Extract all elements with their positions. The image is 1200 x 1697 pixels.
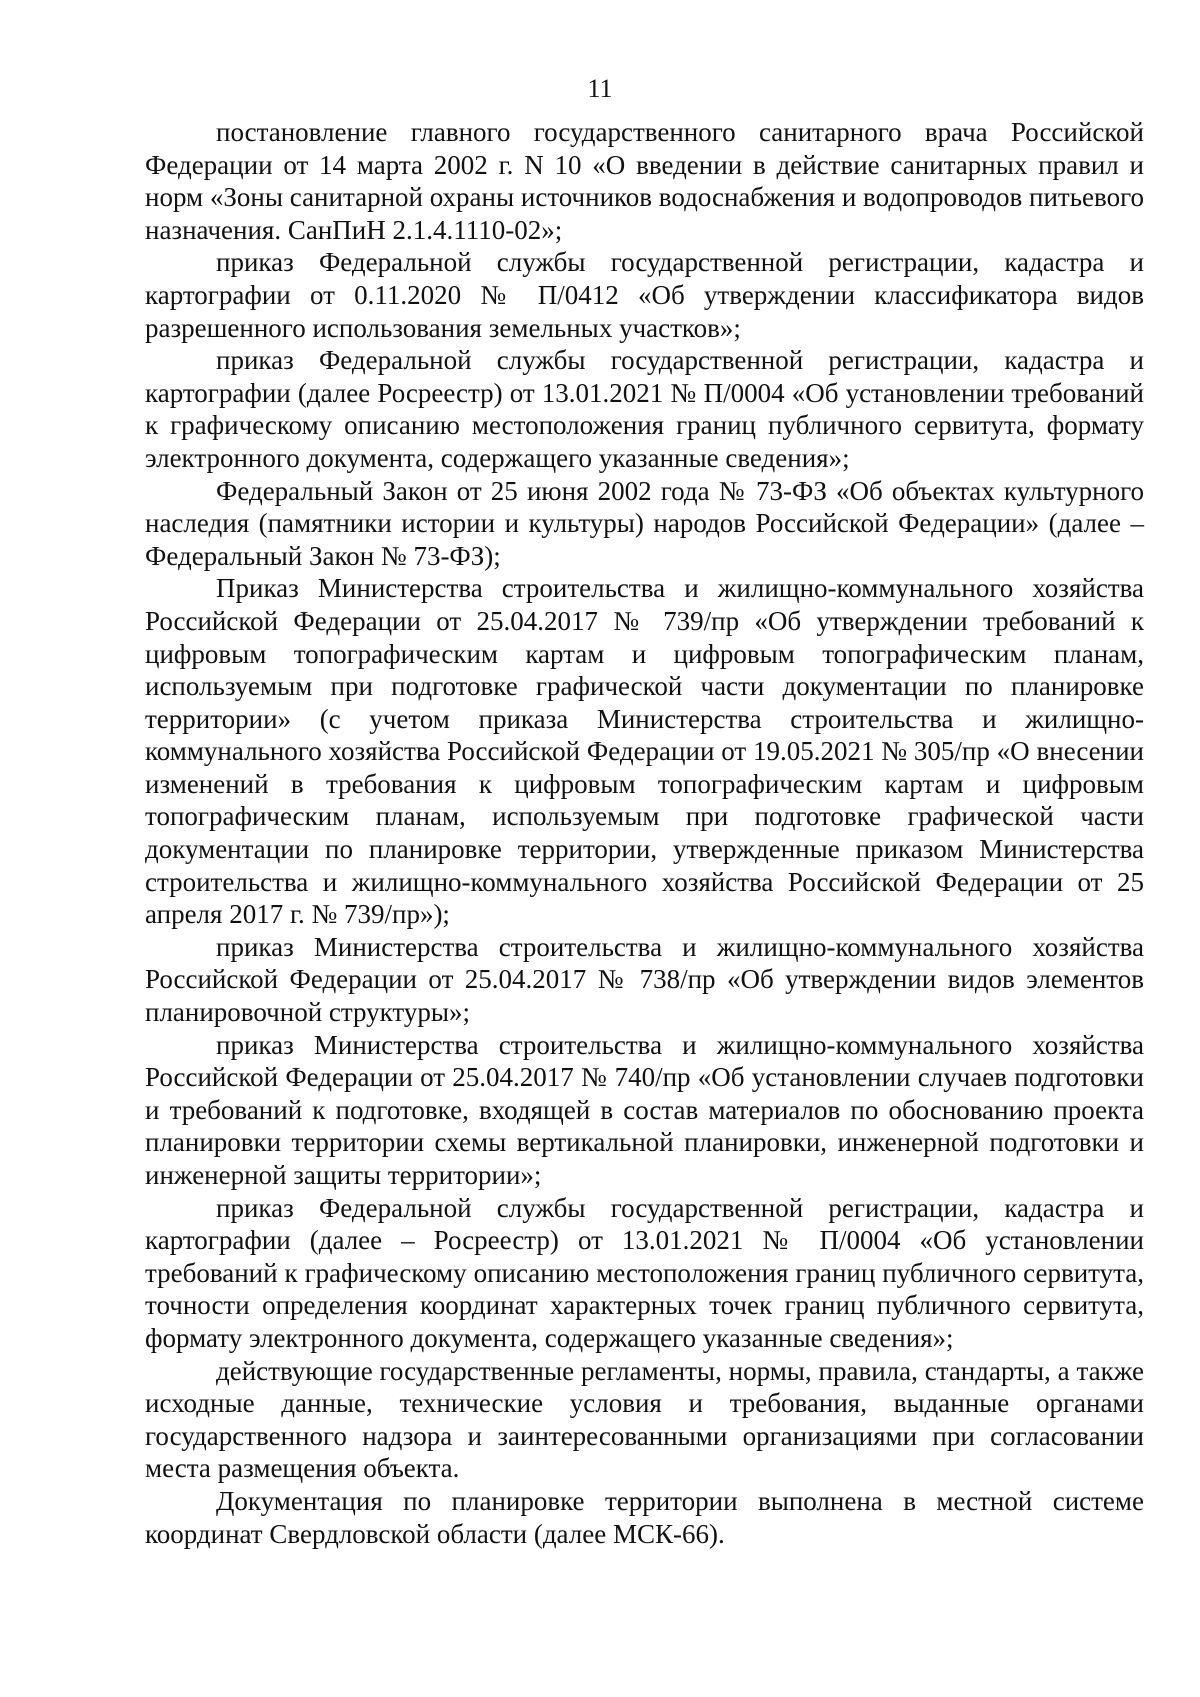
paragraph-coordinate-system: Документация по планировке территории выполнена в местной системе координат Свердловской области (далее МСК-66).	[145, 1485, 1144, 1549]
paragraph-rosreestr-accuracy-order: приказ Федеральной службы государственной регистрации, кадастра и картографии (далее – Росреестр) от 13.01.2021 № П/0004 «Об установлении требований к графическому описанию местоположения границ публичного сервитута, точности определения координат характерных точек границ публичного сервитута, формату электронного документа, содержащего указанные сведения»;	[145, 1192, 1144, 1353]
paragraph-vertical-planning-order: приказ Министерства строительства и жилищно-коммунального хозяйства Российской Федерации от 25.04.2017 № 740/пр «Об установлении случаев подготовки и требований к подготовке, входящей в состав материалов по обоснованию проекта планировки территории схемы вертикальной планировки, инженерной подготовки и инженерной защиты территории»;	[145, 1029, 1144, 1190]
document-body	[145, 116, 1144, 1550]
paragraph-rosreestr-servitude-order: приказ Федеральной службы государственной регистрации, кадастра и картографии (далее Росреестр) от 13.01.2021 № П/0004 «Об установлении требований к графическому описанию местоположения границ публичного сервитута, формату электронного документа, содержащего указанные сведения»;	[145, 345, 1144, 473]
paragraph-regulations-and-source-data: действующие государственные регламенты, нормы, правила, стандарты, а также исходные данные, технические условия и требования, выданные органами государственного надзора и заинтересованными организациями при согласовании места размещения объекта.	[145, 1355, 1144, 1484]
page-number: 11	[587, 74, 613, 103]
paragraph-land-use-classifier-order: приказ Федеральной службы государственной регистрации, кадастра и картографии от 0.11.2020 № П/0412 «Об утверждении классификатора видов разрешенного использования земельных участков»;	[145, 247, 1144, 343]
paragraph-cultural-heritage-law: Федеральный Закон от 25 июня 2002 года № 73-ФЗ «Об объектах культурного наследия (памятники истории и культуры) народов Российской Федерации» (далее – Федеральный Закон № 73-ФЗ);	[145, 475, 1144, 571]
paragraph-planning-structure-order: приказ Министерства строительства и жилищно-коммунального хозяйства Российской Федерации от 25.04.2017 № 738/пр «Об утверждении видов элементов планировочной структуры»;	[145, 931, 1144, 1028]
paragraph-digital-maps-order: Приказ Министерства строительства и жилищно-коммунального хозяйства Российской Федерации от 25.04.2017 № 739/пр «Об утверждении требований к цифровым топографическим картам и цифровым топографическим планам, используемым при подготовке графической части документации по планировке территории» (с учетом приказа Министерства строительства и жилищно-коммунального хозяйства Российской Федерации от 19.05.2021 № 305/пр «О внесении изменений в требования к цифровым топографическим картам и цифровым топографическим планам, используемым при подготовке графической части документации по планировке территории, утвержденные приказом Министерства строительства и жилищно-коммунального хозяйства Российской Федерации от 25 апреля 2017 г. № 739/пр»);	[145, 573, 1144, 930]
paragraph-sanpin-decree: постановление главного государственного санитарного врача Российской Федерации от 14 марта 2002 г. N 10 «О введении в действие санитарных правил и норм «Зоны санитарной охраны источников водоснабжения и водопроводов питьевого назначения. СанПиН 2.1.4.1110-02»;	[145, 117, 1144, 245]
